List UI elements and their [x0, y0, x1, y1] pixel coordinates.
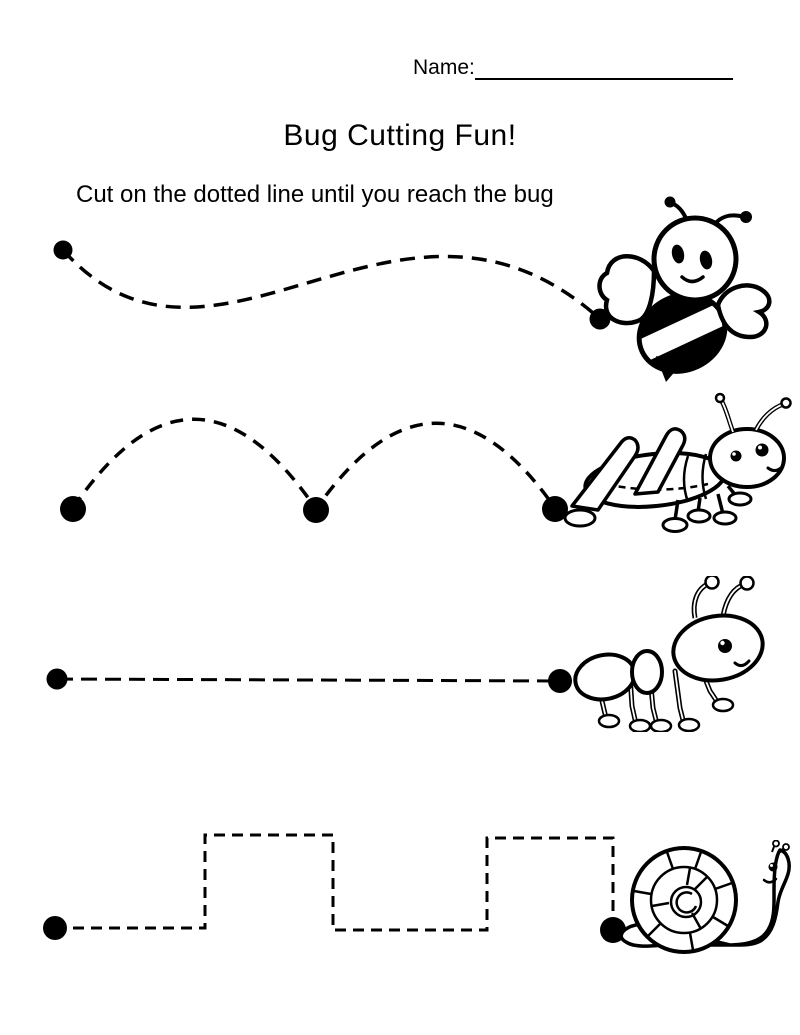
instruction-text: Cut on the dotted line until you reach the bug — [76, 181, 554, 208]
ant-abdomen — [571, 649, 639, 705]
ant-icon — [570, 576, 770, 732]
ant-head — [668, 609, 768, 688]
cutting-path-row-snail — [43, 835, 626, 943]
grasshopper-foot — [663, 519, 687, 532]
cutting-path-row-bee — [54, 241, 611, 330]
bee-icon — [596, 193, 774, 383]
grasshopper-icon — [550, 392, 795, 540]
ant-antenna-right — [723, 584, 745, 616]
grasshopper-antenna-right — [756, 404, 784, 430]
start-dot — [60, 496, 86, 522]
cutting-path-row-ant — [47, 669, 573, 694]
name-label: Name: — [413, 56, 475, 79]
grasshopper-right-eye — [756, 444, 769, 457]
snail-icon — [612, 840, 798, 975]
snail-shell — [632, 848, 736, 952]
grasshopper-foot — [729, 493, 751, 505]
grasshopper-left-eye — [731, 451, 742, 462]
dashed-wave-line — [63, 250, 600, 319]
snail-smile — [764, 879, 776, 882]
start-dot — [54, 241, 73, 260]
dashed-arch-line — [73, 419, 555, 509]
grasshopper-foot — [714, 512, 736, 524]
start-dot — [43, 916, 67, 940]
bee-head — [654, 197, 752, 301]
cutting-path-row-grasshopper — [60, 419, 568, 523]
grasshopper-foot — [688, 510, 710, 522]
grasshopper-head — [710, 429, 784, 487]
middle-dot — [303, 497, 329, 523]
end-dot — [548, 669, 572, 693]
dashed-straight-line — [57, 679, 560, 681]
ant-thorax — [632, 651, 662, 693]
ant-eye — [718, 639, 732, 653]
grasshopper-foot — [565, 510, 595, 526]
dashed-square-wave-line — [55, 835, 613, 930]
snail-eye — [769, 863, 778, 872]
start-dot — [47, 669, 68, 690]
page-title: Bug Cutting Fun! — [283, 119, 517, 152]
